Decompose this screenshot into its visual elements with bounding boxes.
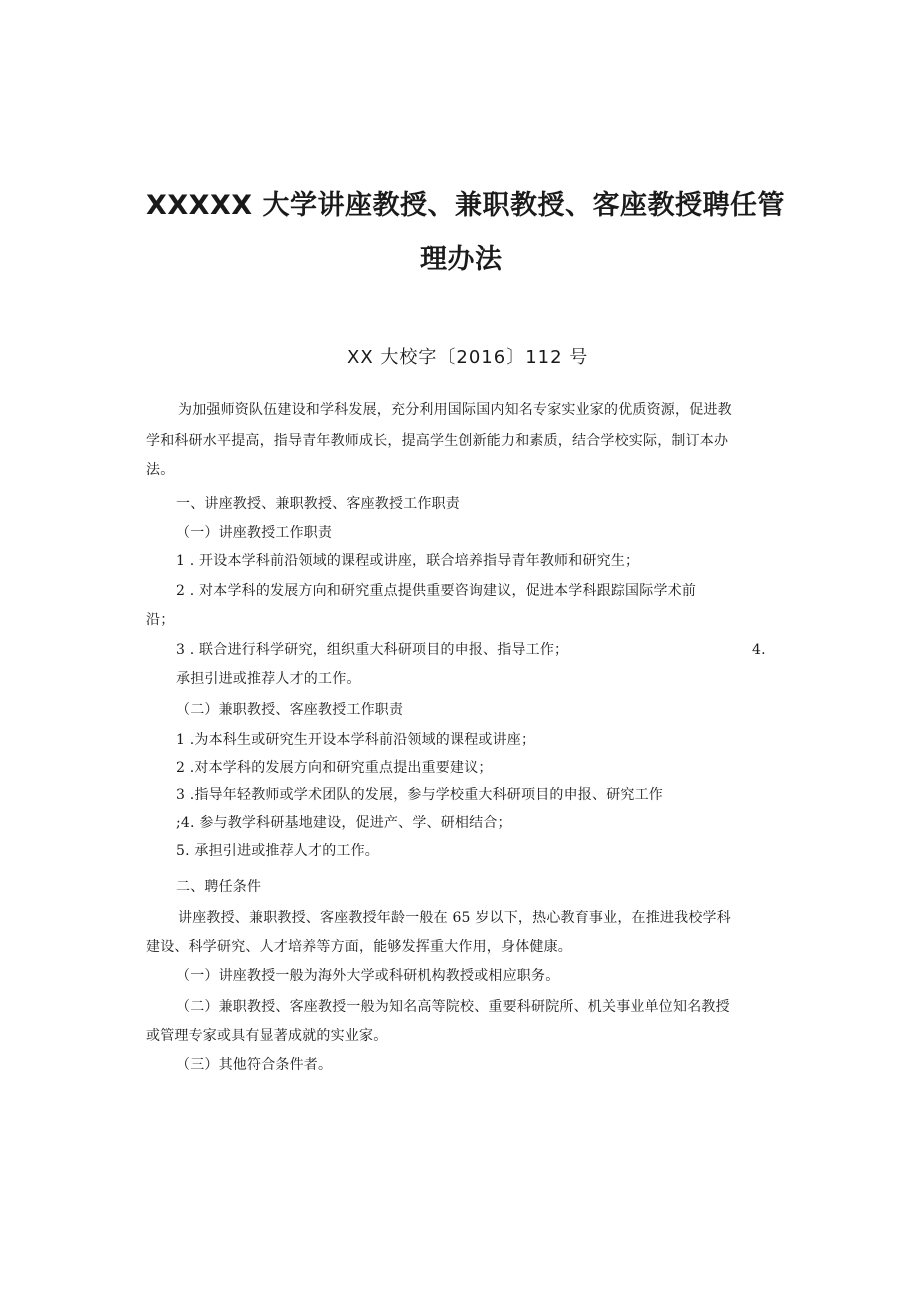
list-item: 5. 承担引进或推荐人才的工作。 [176,843,380,859]
paragraph-line: 为加强师资队伍建设和学科发展，充分利用国际国内知名专家实业家的优质资源，促进教 [178,402,732,418]
list-item: 3 . 联合进行科学研究，组织重大科研项目的申报、指导工作； [176,642,569,658]
section-heading: 二、聘任条件 [176,879,262,895]
paragraph-line: 或管理专家或具有显著成就的实业家。 [146,1028,388,1044]
list-item-number: 4. [752,642,766,658]
document-number: XX 大校字〔2016〕112 号 [347,347,589,368]
paragraph-line: （三）其他符合条件者。 [176,1057,333,1073]
list-item: ;4. 参与教学科研基地建设，促进产、学、研相结合； [176,815,512,831]
list-item: 3 .指导年轻教师或学术团队的发展，参与学校重大科研项目的申报、研究工作 [176,787,664,803]
list-item: 1 .为本科生或研究生开设本学科前沿领域的课程或讲座； [176,732,536,748]
paragraph-line: 学和科研水平提高，指导青年教师成长，提高学生创新能力和素质，结合学校实际，制订本办 [146,433,729,449]
paragraph-line: 法。 [146,462,175,478]
paragraph-line: 建设、科学研究、人才培养等方面，能够发挥重大作用，身体健康。 [146,939,572,955]
document-title-line-2: 理办法 [420,244,503,275]
section-heading: 一、讲座教授、兼职教授、客座教授工作职责 [176,496,460,512]
subsection-heading: （一）讲座教授工作职责 [176,525,333,541]
list-item-continuation: 承担引进或推荐人才的工作。 [176,671,361,687]
list-item: 1 . 开设本学科前沿领域的课程或讲座，联合培养指导青年教师和研究生； [176,553,640,569]
list-item-continuation: 沿； [146,612,175,628]
paragraph-line: （二）兼职教授、客座教授一般为知名高等院校、重要科研院所、机关事业单位知名教授 [176,999,730,1015]
paragraph-line: （一）讲座教授一般为海外大学或科研机构教授或相应职务。 [176,968,560,984]
document-title-line-1: XXXXX 大学讲座教授、兼职教授、客座教授聘任管 [146,190,785,221]
list-item: 2 .对本学科的发展方向和研究重点提出重要建议； [176,760,493,776]
subsection-heading: （二）兼职教授、客座教授工作职责 [176,702,404,718]
list-item: 2 . 对本学科的发展方向和研究重点提供重要咨询建议，促进本学科跟踪国际学术前 [176,583,697,599]
paragraph-line: 讲座教授、兼职教授、客座教授年龄一般在 65 岁以下，热心教育事业，在推进我校学科 [178,910,731,926]
